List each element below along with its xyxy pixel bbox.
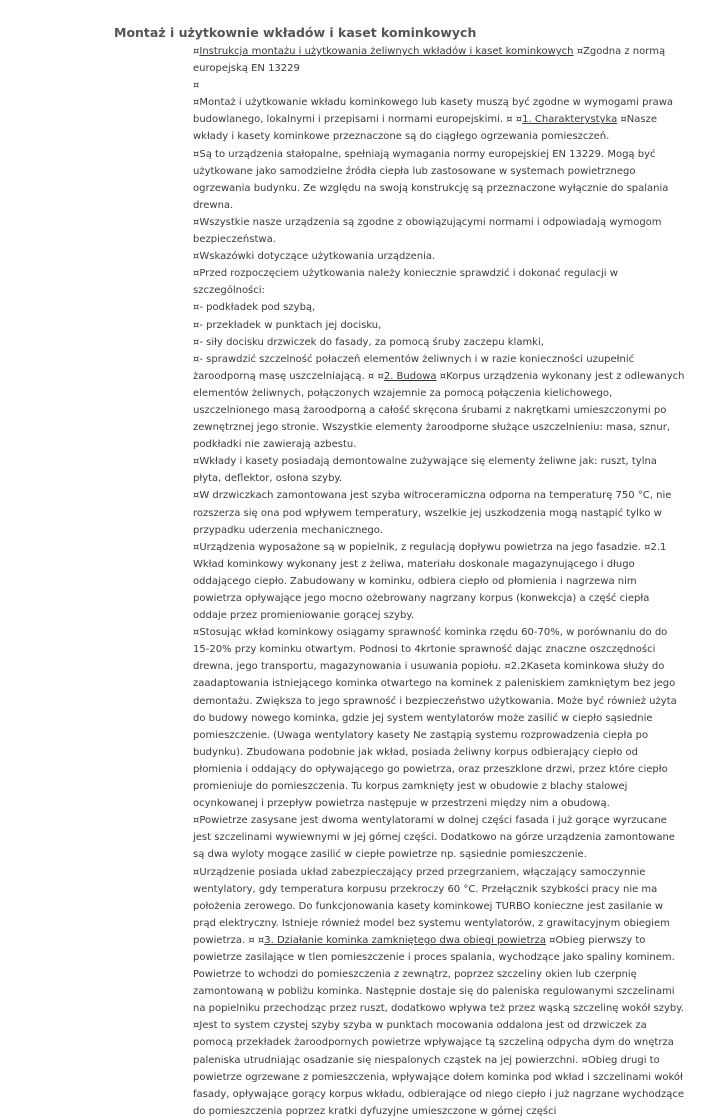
paragraph-overheat xyxy=(193,864,685,1018)
paragraph-mounting xyxy=(193,94,685,145)
paragraph-efficiency: ¤Stosując wkład kominkowy osiągamy sprawność kominka rzędu 60-70%, w porównaniu do do 15-20% przy kominku otwartym. Podnosi to 4krtonie sprawność dając znaczne oszczędności drewna, jego transportu, magazynowania i usuwania popiołu. ¤2.2Kaseta kominkowa służy do zaadaptowania istniejącego kominka otwartego na kominek z paleniskiem zamkniętym bez jego demontażu. Zwiększa to jego sprawność i bezpieczeństwo użytkowania. Może być również użyta do budowy nowego kominka, gdzie jej system wentylatorów może zasilić w ciepło sąsiednie pomieszczenie. (Uwaga wentylatory kasety Ne zastąpią systemu rozprowadzenia ciepła po budynku). Zbudowana podobnie jak wkład, posiada żeliwny korpus odbierający ciepło od płomienia i oddający do opływającego go powietrza, oraz przeszklone drzwi, przez które ciepło promieniuje do pomieszczenia. Tu korpus zamknięty jest w obudowie z blachy stalowej ocynkowanej i przepływ powietrza następuje w przestrzeni między nim a obudową. xyxy=(193,627,677,810)
text-span: ¤Zgodna z normą europejską EN 13229 xyxy=(193,46,666,75)
article-body xyxy=(193,43,685,1120)
text-span: ¤- sprawdzić szczelność połaczeń elementów żeliwnych i w razie konieczności uzupełnić żaroodporną masę uszczelniającą. ¤ ¤ xyxy=(193,353,635,382)
text-span: ¤Nasze wkłady i kasety kominkowe przeznaczone są do ciągłego ogrzewania pomieszczeń. xyxy=(193,114,658,143)
paragraph-standards: ¤Są to urządzenia stałopalne, spełniają wymagania normy europejskiej EN 13229. Mogą być użytkowane jako samodzielne źródła ciepła lub zastosowane w systemach powietrznego ogrzewania budynku. Ze względu na swoją konstrukcję są przeznaczone wyłącznie do spalania drewna. xyxy=(193,148,669,211)
text-span: ¤ xyxy=(193,46,200,57)
paragraph-guidelines-heading: ¤Wskazówki dotyczące użytkowania urządzenia. xyxy=(193,251,436,263)
section-link-characteristics[interactable]: 1. Charakterystyka xyxy=(522,114,618,126)
paragraph-ashpan: ¤Urządzenia wyposażone są w popielnik, z regulacją dopływu powietrza na jego fasadzie. ¤2.1 Wkład kominkowy wykonany jest z żeliwa, materiału doskonale magazynującego i długo oddającego ciepło. Zabudowany w kominku, odbiera ciepło od płomienia i nagrzewa nim powietrza opływające jego mocno ożebrowany nagrzany korpus (konwekcja) a część ciepła oddaje przez promieniowanie gorącej szyby. xyxy=(193,541,667,622)
page-title: Montaż i użytkownie wkładów i kaset kominkowych xyxy=(114,25,477,40)
paragraph-construction xyxy=(193,351,685,454)
paragraph-clean-glass: ¤Jest to system czystej szyby szyba w punktach mocowania oddalona jest od drzwiczek za pomocą przekładek żaroodpornych powietrze wpływające tą szczeliną odpycha dym do wnętrza paleniska utrudniając osadzanie się niespalonych cząstek na jej powierzchni. ¤Obieg drugi to powietrze ogrzewane z pomieszczenia, wpływające dołem kominka pod wkład i szczelinami wokół fasady, opływające gorący korpus wkładu, odbierające od niego ciepło i już nagrzane wychodzące do pomieszczenia poprzez kratki dyfuzyjne umieszczone w górnej części xyxy=(193,1020,684,1117)
paragraph-before-use: ¤Przed rozpoczęciem użytkowania należy koniecznie sprawdzić i dokonać regulacji w szczególności: xyxy=(193,268,618,297)
paragraph-air-intake: ¤Powietrze zasysane jest dwoma wentylatorami w dolnej części fasada i już gorące wyrzucane jest szczelinami wywiewnymi w jej górnej części. Dodatkowo na górze urządzenia zamontowane są dwa wyloty mogące zasilić w ciepłe powietrze np. sąsiednie pomieszczenie. xyxy=(193,815,675,861)
paragraph-glass: ¤W drzwiczkach zamontowana jest szyba witroceramiczna odporna na temperaturę 750 °C, nie rozszerza się ona pod wpływem temperatury, wszelkie jej uszkodzenia mogą nastąpić tylko w przypadku uderzenia mechanicznego. xyxy=(193,490,672,536)
text-span: ¤Korpus urządzenia wykonany jest z odlewanych elementów żeliwnych, połączonych wzajemnie za pomocą połączenia kielichowego, uszczelnionego masą żaroodporną a całość skręcona śrubami z nakrętkami umieszczonymi po zewnętrznej jego stronie. Wszystkie elementy żaroodporne służące uszczelnieniu: masa, sznur, podkładki nie zawierają azbestu. xyxy=(193,370,685,451)
paragraph-removable-parts: ¤Wkłady i kasety posiadają demontowalne zużywające się elementy żeliwne jak: ruszt, tylna płyta, deflektor, osłona szyby. xyxy=(193,456,657,485)
list-item: ¤- przekładek w punktach jej docisku, xyxy=(193,319,382,331)
text-span: ¤Obieg pierwszy to powietrze zasilające w tlen pomieszczenie i proces spalania, wychodzące jako spaliny kominem. Powietrze to wchodzi do pomieszczenia z zewnątrz, poprzez szczeliny okien lub czerpnię zamontowaną w pobliżu kominka. Następnie dostaje się do paleniska regulowanymi szczelinami na popielniku przechodząc przez ruszt, dodatkowo wpływa też przez wąską szczelinę wokół szyby. xyxy=(193,934,684,1015)
paragraph-compliance: ¤Wszystkie nasze urządzenia są zgodne z obowiązującymi normami i odpowiadają wymogom bezpieczeństwa. xyxy=(193,216,662,246)
text-span: ¤Montaż i użytkowanie wkładu kominkowego lub kasety muszą być zgodne w wymogami prawa budowlanego, lokalnymi i przepisami i normami europejskimi. ¤ ¤ xyxy=(193,97,674,126)
list-item: ¤- podkładek pod szybą, xyxy=(193,302,316,314)
paragraph-marker: ¤ xyxy=(193,80,200,92)
instruction-link[interactable]: Instrukcja montażu i użytkowania żeliwnych wkładów i kaset kominkowych xyxy=(199,46,574,57)
list-item: ¤- siły docisku drzwiczek do fasady, za pomocą śruby zaczepu klamki, xyxy=(193,336,544,348)
section-link-operation[interactable]: 3. Działanie kominka zamkniętego dwa obiegi powietrza xyxy=(264,934,546,946)
paragraph-intro xyxy=(193,43,685,77)
text-span: ¤Urządzenie posiada układ zabezpieczający przed przegrzaniem, włączający samoczynnie wentylatory, gdy temperatura korpusu przekroczy 60 °C. Przełącznik szybkości pracy nie ma położenia zerowego. Do funkcjonowania kasety kominkowej TURBO konieczne jest zasilanie w prąd elektryczny. Istnieje również model bez systemu wentylatorów, z grawitacyjnym obiegiem powietrza. ¤ ¤ xyxy=(193,866,670,946)
section-link-construction[interactable]: 2. Budowa xyxy=(383,370,437,382)
